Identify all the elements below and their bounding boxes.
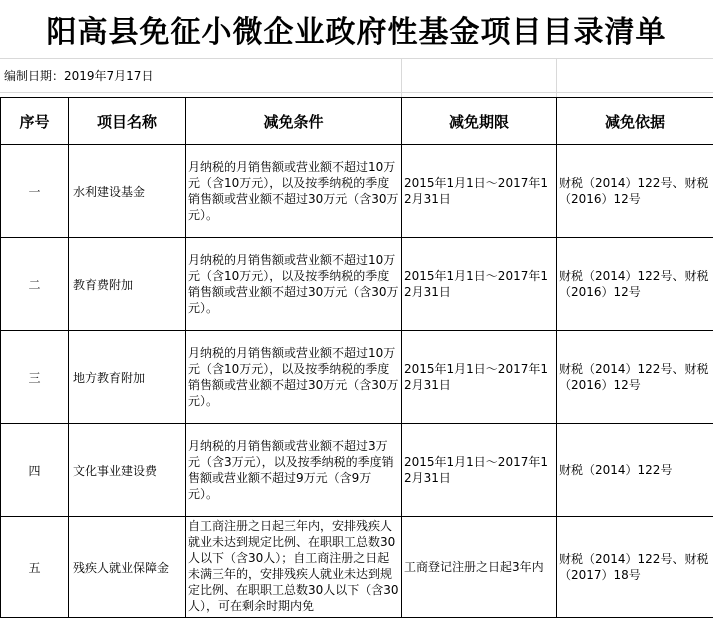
row-basis-text: 财税（2014）122号、财税（2016）12号: [559, 268, 711, 300]
row-basis: [557, 145, 713, 238]
row-basis: [557, 331, 713, 424]
row-basis: [557, 517, 713, 618]
gridline: [556, 58, 557, 98]
row-period: [402, 424, 557, 517]
table-row: [1, 331, 713, 424]
fund-catalog-table: [0, 97, 713, 618]
header-condition: 减免条件: [186, 98, 402, 145]
row-index: 一: [1, 145, 69, 238]
header-index: 序号: [1, 98, 69, 145]
gridline: [0, 58, 713, 59]
row-condition-text: 自工商注册之日起三年内，安排残疾人就业未达到规定比例、在职职工总数30人以下（含30人）；自工商注册之日起未满三年的，安排残疾人就业未达到规定比例、在职职工总数30人以下（含30人），可在剩余时期内免: [188, 517, 399, 614]
row-index: 三: [1, 331, 69, 424]
row-name: 残疾人就业保障金: [69, 517, 186, 618]
table-row: [1, 145, 713, 238]
table-header-row: [1, 98, 713, 145]
row-index: 四: [1, 424, 69, 517]
row-index: 五: [1, 517, 69, 618]
row-period-text: 2015年1月1日～2017年12月31日: [404, 454, 554, 486]
row-condition: [186, 424, 402, 517]
row-condition: [186, 331, 402, 424]
compiled-date: 编制日期：2019年7月17日: [4, 61, 153, 91]
row-condition-text: 月纳税的月销售额或营业额不超过10万元（含10万元），以及按季纳税的季度销售额或营业额不超过30万元（含30万元）。: [188, 159, 399, 223]
row-period-text: 2015年1月1日～2017年12月31日: [404, 175, 554, 207]
row-period: [402, 238, 557, 331]
row-name: 地方教育附加: [69, 331, 186, 424]
row-name: 水利建设基金: [69, 145, 186, 238]
header-period: 减免期限: [402, 98, 557, 145]
row-condition: [186, 517, 402, 618]
row-period: [402, 145, 557, 238]
row-name: 教育费附加: [69, 238, 186, 331]
row-name: 文化事业建设费: [69, 424, 186, 517]
row-period-text: 2015年1月1日～2017年12月31日: [404, 268, 554, 300]
header-name: 项目名称: [69, 98, 186, 145]
row-period: [402, 517, 557, 618]
row-condition-text: 月纳税的月销售额或营业额不超过3万元（含3万元），以及按季纳税的季度销售额或营业额不超过9万元（含9万元）。: [188, 438, 399, 502]
row-index: 二: [1, 238, 69, 331]
row-condition: [186, 238, 402, 331]
row-basis-text: 财税（2014）122号: [559, 462, 711, 478]
row-period-text: 2015年1月1日～2017年12月31日: [404, 361, 554, 393]
row-condition-text: 月纳税的月销售额或营业额不超过10万元（含10万元），以及按季纳税的季度销售额或营业额不超过30万元（含30万元）。: [188, 345, 399, 409]
row-basis: [557, 238, 713, 331]
row-period-text: 工商登记注册之日起3年内: [404, 559, 554, 575]
row-basis: [557, 424, 713, 517]
table-row: [1, 517, 713, 618]
table-row: [1, 424, 713, 517]
page-title: 阳高县免征小微企业政府性基金项目目录清单: [0, 0, 713, 58]
row-period: [402, 331, 557, 424]
table-row: [1, 238, 713, 331]
row-condition: [186, 145, 402, 238]
header-basis: 减免依据: [557, 98, 713, 145]
gridline: [0, 92, 713, 93]
row-basis-text: 财税（2014）122号、财税（2017）18号: [559, 551, 711, 583]
row-basis-text: 财税（2014）122号、财税（2016）12号: [559, 175, 711, 207]
row-condition-text: 月纳税的月销售额或营业额不超过10万元（含10万元），以及按季纳税的季度销售额或营业额不超过30万元（含30万元）。: [188, 252, 399, 316]
row-basis-text: 财税（2014）122号、财税（2016）12号: [559, 361, 711, 393]
gridline: [401, 58, 402, 98]
